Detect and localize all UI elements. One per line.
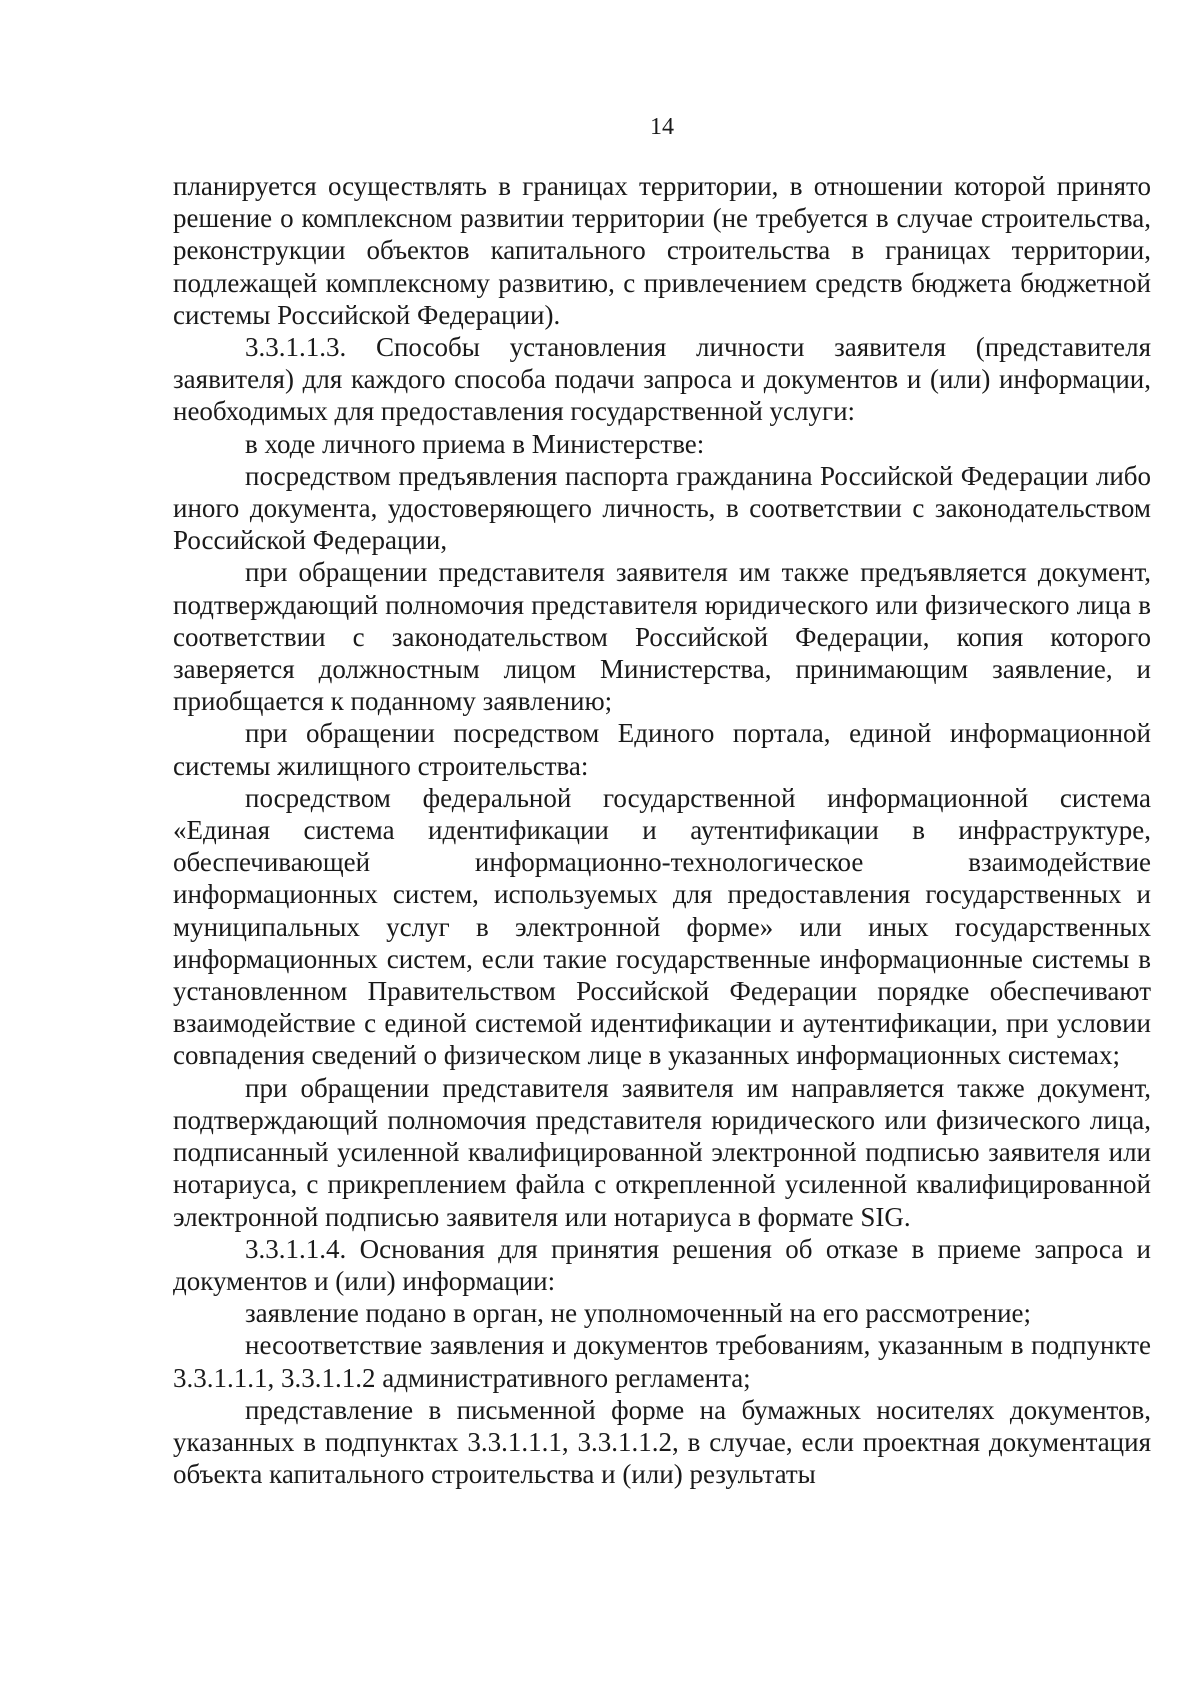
paragraph: в ходе личного приема в Министерстве: xyxy=(245,428,705,459)
paragraph: посредством предъявления паспорта гражданина Российской Федерации либо иного документа, удостоверяющего личность, в соответствии с законодательством Российской Федерации, xyxy=(173,460,1151,556)
paragraph: представление в письменной форме на бумажных носителях документов, указанных в подпунктах 3.3.1.1.1, 3.3.1.1.2, в случае, если проектная документация объекта капитального строительства и (или) результаты xyxy=(173,1394,1151,1490)
paragraph: при обращении представителя заявителя им также предъявляется документ, подтверждающий полномочия представителя юридического или физического лица в соответствии с законодательством Российской Федерации, копия которого заверяется должностным лицом Министерства, принимающим заявление, и приобщается к поданному заявлению; xyxy=(173,557,1151,717)
document-body xyxy=(173,170,1151,1490)
paragraph: при обращении посредством Единого портала, единой информационной системы жилищного строительства: xyxy=(173,718,1151,781)
paragraph: при обращении представителя заявителя им направляется также документ, подтверждающий полномочия представителя юридического или физического лица, подписанный усиленной квалифицированной электронной подписью заявителя или нотариуса, с прикреплением файла с открепленной усиленной квалифицированной электронной подписью заявителя или нотариуса в формате SIG. xyxy=(173,1072,1151,1232)
paragraph: планируется осуществлять в границах территории, в отношении которой принято решение о комплексном развитии территории (не требуется в случае строительства, реконструкции объектов капитального строительства в границах территории, подлежащей комплексному развитию, с привлечением средств бюджета бюджетной системы Российской Федерации). xyxy=(173,171,1151,330)
paragraph: несоответствие заявления и документов требованиям, указанным в подпункте 3.3.1.1.1, 3.3.1.1.2 административного регламента; xyxy=(173,1330,1151,1393)
paragraph: 3.3.1.1.4. Основания для принятия решения об отказе в приеме запроса и документов и (или) информации: xyxy=(173,1233,1151,1296)
paragraph: посредством федеральной государственной информационной система «Единая система идентификации и аутентификации в инфраструктуре, обеспечивающей информационно-технологическое взаимодействие информационных систем, используемых для предоставления государственных и муниципальных услуг в электронной форме» или иных государственных информационных систем, если такие государственные информационные системы в установленном Правительством Российской Федерации порядке обеспечивают взаимодействие с единой системой идентификации и аутентификации, при условии совпадения сведений о физическом лице в указанных информационных системах; xyxy=(173,782,1151,1071)
paragraph: 3.3.1.1.3. Способы установления личности заявителя (представителя заявителя) для каждого способа подачи запроса и документов и (или) информации, необходимых для предоставления государственной услуги: xyxy=(173,332,1151,427)
paragraph: заявление подано в орган, не уполномоченный на его рассмотрение; xyxy=(245,1298,1032,1329)
page-number: 14 xyxy=(650,114,674,140)
